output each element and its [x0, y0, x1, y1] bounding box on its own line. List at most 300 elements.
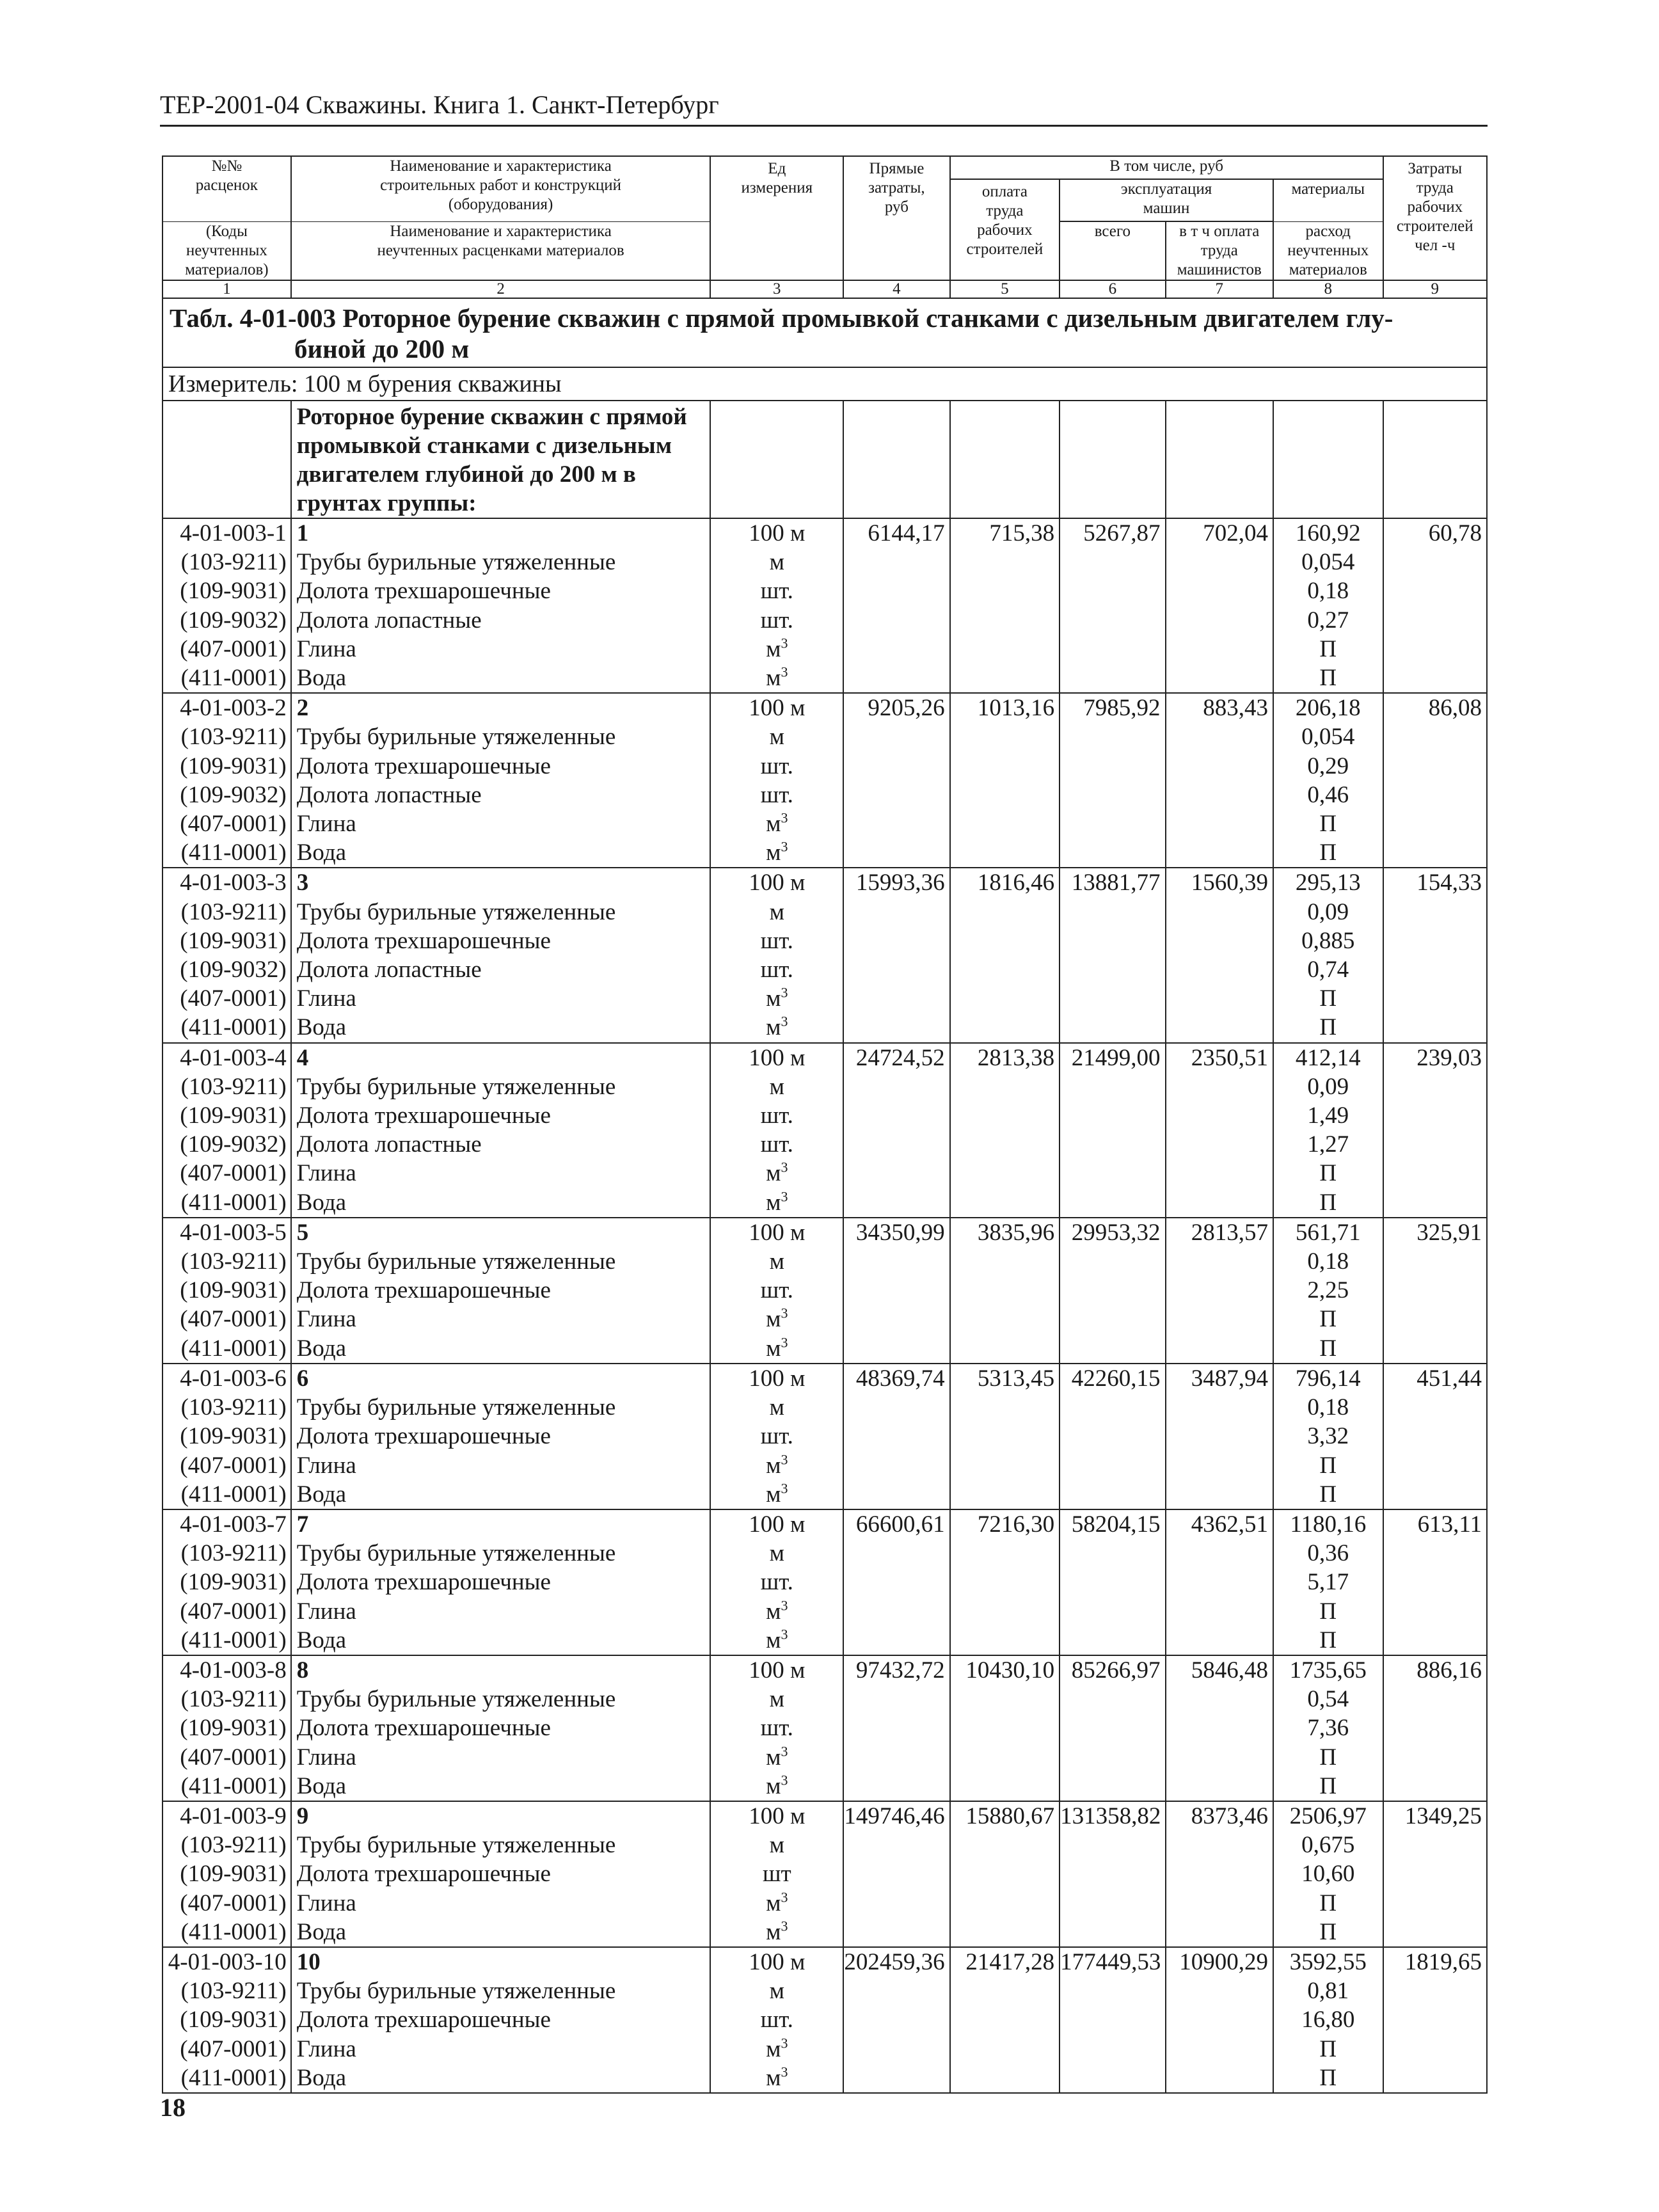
rate-code-line — [163, 1305, 287, 1333]
materials-line — [1274, 1626, 1383, 1655]
direct-cost-line — [844, 838, 944, 867]
materials-text: 0,81 — [1307, 1978, 1349, 2005]
unit-text: м — [766, 1189, 781, 1216]
wages-cell — [950, 868, 1060, 1042]
labor-text: 239,03 — [1417, 1044, 1482, 1071]
unit-text: 100 м — [749, 1511, 806, 1538]
labor-line — [1384, 1072, 1482, 1101]
rate-name-line — [297, 898, 710, 927]
unit-line — [711, 781, 843, 809]
labor-line — [1384, 1480, 1482, 1509]
labor-text: 86,08 — [1428, 695, 1482, 722]
rate-code-text: (109-9031) — [180, 1861, 287, 1888]
machinist-wages-line — [1166, 1276, 1268, 1305]
materials-text: П — [1319, 1627, 1337, 1653]
machines-cell — [1060, 693, 1165, 868]
rate-name-line — [297, 1539, 710, 1568]
wages-line — [951, 781, 1054, 809]
rate-name-text: Долота трехшарошечные — [296, 1102, 551, 1129]
unit-text: м — [766, 1452, 781, 1479]
wages-line — [951, 1539, 1054, 1568]
machines-line — [1060, 1568, 1160, 1596]
rate-name-text: Долота трехшарошечные — [296, 1861, 551, 1888]
rate-code-cell — [163, 1509, 291, 1655]
materials-text: 0,09 — [1307, 898, 1349, 925]
materials-text: П — [1319, 839, 1337, 866]
labor-line — [1384, 1305, 1482, 1333]
rate-code-text: (103-9211) — [180, 1978, 287, 2005]
rate-group-row — [163, 1947, 1487, 2093]
unit-line — [711, 1072, 843, 1101]
rate-name-line — [297, 1159, 710, 1188]
machines-line — [1060, 2005, 1160, 2034]
rate-code-text: (407-0001) — [180, 635, 287, 662]
machines-line — [1060, 1422, 1160, 1451]
machines-line — [1060, 1364, 1160, 1393]
rate-name-text: Долота трехшарошечные — [296, 2007, 551, 2033]
wages-line — [951, 1334, 1054, 1363]
rate-name-line — [297, 1072, 710, 1101]
rate-group-row — [163, 1364, 1487, 1509]
labor-cell — [1383, 1218, 1487, 1364]
unit-exponent: 3 — [781, 809, 788, 826]
unit-line — [711, 1539, 843, 1568]
table-title — [163, 298, 1487, 367]
machines-line — [1060, 1714, 1160, 1742]
rate-code-line — [163, 781, 287, 809]
unit-exponent: 3 — [781, 1918, 788, 1934]
materials-text: 0,885 — [1301, 927, 1355, 954]
unit-exponent: 3 — [781, 635, 788, 651]
unit-text: м — [766, 635, 781, 662]
rate-code-text: (411-0001) — [180, 1772, 287, 1799]
wages-text: 715,38 — [989, 520, 1055, 546]
unit-line — [711, 1305, 843, 1333]
machinist-wages-line — [1166, 1451, 1268, 1480]
materials-text: 1,27 — [1307, 1131, 1349, 1158]
direct-cost-line — [844, 1568, 944, 1596]
unit-cell — [710, 693, 843, 868]
labor-line — [1384, 1130, 1482, 1159]
machines-line — [1060, 752, 1160, 781]
rate-name-line — [297, 664, 710, 692]
machinist-wages-line — [1166, 2035, 1268, 2064]
wages-text: 21417,28 — [965, 1948, 1055, 1975]
unit-line — [711, 1188, 843, 1217]
unit-text: 100 м — [749, 1365, 806, 1392]
labor-line — [1384, 1013, 1482, 1042]
rate-name-line — [297, 2005, 710, 2034]
rate-name-text: Долота трехшарошечные — [296, 752, 551, 779]
machinist-wages-line — [1166, 1510, 1268, 1539]
rate-code-text: (109-9031) — [180, 1102, 287, 1129]
wages-line — [951, 1480, 1054, 1509]
direct-cost-line — [844, 1597, 944, 1626]
unit-line — [711, 1743, 843, 1772]
direct-cost-line — [844, 1510, 944, 1539]
page-title: ТЕР-2001-04 Скважины. Книга 1. Санкт-Петербург — [160, 90, 719, 119]
labor-line — [1384, 1159, 1482, 1188]
labor-line — [1384, 722, 1482, 751]
unit-line — [711, 1218, 843, 1247]
rate-name-line — [297, 1364, 710, 1393]
direct-cost-text: 202459,36 — [844, 1948, 945, 1975]
rate-name-text: Вода — [296, 2064, 347, 2091]
materials-text: 1180,16 — [1290, 1511, 1367, 1538]
materials-cell — [1273, 868, 1383, 1042]
machinist-wages-line — [1166, 606, 1268, 635]
labor-line — [1384, 1393, 1482, 1422]
materials-text: П — [1319, 635, 1337, 662]
rate-name-text: Вода — [296, 665, 347, 692]
labor-line — [1384, 2035, 1482, 2064]
machines-line — [1060, 2035, 1160, 2064]
machinist-wages-line — [1166, 1802, 1268, 1831]
machinist-wages-line — [1166, 1393, 1268, 1422]
direct-cost-text: 48369,74 — [855, 1365, 945, 1392]
materials-line — [1274, 838, 1383, 867]
col-number: 5 — [950, 280, 1060, 298]
materials-line — [1274, 955, 1383, 984]
machinist-wages-cell — [1166, 1655, 1273, 1801]
materials-text: 0,74 — [1307, 957, 1349, 983]
machinist-wages-line — [1166, 868, 1268, 897]
wages-line — [951, 752, 1054, 781]
page-header — [160, 90, 1488, 127]
rate-name-text: Долота лопастные — [296, 781, 482, 808]
materials-text: 1735,65 — [1289, 1657, 1367, 1683]
direct-cost-line — [844, 809, 944, 838]
wages-cell — [950, 1364, 1060, 1509]
rate-name-line — [297, 1772, 710, 1801]
col-number: 3 — [710, 280, 843, 298]
machinist-wages-line — [1166, 1188, 1268, 1217]
unit-line — [711, 2035, 843, 2064]
unit-exponent: 3 — [781, 1451, 788, 1468]
machinist-wages-line — [1166, 2005, 1268, 2034]
materials-line — [1274, 1188, 1383, 1217]
direct-cost-line — [844, 1831, 944, 1859]
wages-line — [951, 868, 1054, 897]
direct-cost-line — [844, 1276, 944, 1305]
machines-line — [1060, 1451, 1160, 1480]
machinist-wages-line — [1166, 1656, 1268, 1685]
machines-cell — [1060, 868, 1165, 1042]
labor-line — [1384, 1831, 1482, 1859]
labor-line — [1384, 1685, 1482, 1714]
rate-name-line — [297, 752, 710, 781]
unit-cell — [710, 868, 843, 1042]
machinist-wages-line — [1166, 1422, 1268, 1451]
machinist-wages-text: 5846,48 — [1191, 1657, 1268, 1683]
rate-name-line — [297, 1802, 710, 1831]
machines-line — [1060, 1626, 1160, 1655]
unit-text: шт. — [760, 1715, 793, 1742]
col-number: 6 — [1060, 280, 1165, 298]
machines-line — [1060, 1743, 1160, 1772]
labor-line — [1384, 1948, 1482, 1977]
unit-exponent: 3 — [781, 1334, 788, 1351]
materials-line — [1274, 694, 1383, 722]
labor-line — [1384, 606, 1482, 635]
machinist-wages-line — [1166, 1889, 1268, 1918]
machines-cell — [1060, 1947, 1165, 2093]
unit-text: м — [766, 2064, 781, 2091]
direct-cost-line — [844, 1305, 944, 1333]
materials-text: П — [1319, 1335, 1337, 1362]
wages-cell — [950, 693, 1060, 868]
machines-line — [1060, 606, 1160, 635]
rate-code-text: (103-9211) — [180, 549, 287, 576]
materials-text: 3592,55 — [1289, 1948, 1367, 1975]
rate-name-text: Долота трехшарошечные — [296, 1423, 551, 1450]
unit-line — [711, 1714, 843, 1742]
unit-cell — [710, 1947, 843, 2093]
materials-line — [1274, 1831, 1383, 1859]
rate-name-text: Вода — [296, 839, 347, 866]
rate-name-line — [297, 1626, 710, 1655]
materials-text: 160,92 — [1295, 520, 1361, 546]
rate-name-cell — [291, 1655, 711, 1801]
rate-code-line — [163, 722, 287, 751]
table-cell — [710, 401, 843, 518]
unit-exponent: 3 — [781, 664, 788, 680]
unit-text: м — [769, 1248, 785, 1275]
rate-name-text: Вода — [296, 1481, 347, 1508]
direct-cost-line — [844, 1393, 944, 1422]
rate-name-text: Глина — [296, 1160, 356, 1187]
direct-cost-line — [844, 1802, 944, 1831]
direct-cost-line — [844, 1218, 944, 1247]
machinist-wages-cell — [1166, 1801, 1273, 1947]
machines-line — [1060, 1831, 1160, 1859]
wages-line — [951, 1276, 1054, 1305]
direct-cost-line — [844, 1685, 944, 1714]
rate-code-cell — [163, 1801, 291, 1947]
machines-line — [1060, 868, 1160, 897]
unit-text: шт. — [760, 1277, 793, 1304]
rate-name-line — [297, 1510, 710, 1539]
direct-cost-text: 97432,72 — [855, 1657, 945, 1683]
machinist-wages-line — [1166, 1218, 1268, 1247]
rate-name-text: Трубы бурильные утяжеленные — [296, 1978, 616, 2005]
materials-line — [1274, 1364, 1383, 1393]
direct-cost-text: 15993,36 — [855, 870, 945, 896]
machines-text: 5267,87 — [1083, 520, 1161, 546]
labor-text: 1349,25 — [1404, 1802, 1482, 1829]
unit-text: 100 м — [749, 1219, 806, 1246]
rate-code-line — [163, 1685, 287, 1714]
direct-cost-line — [844, 1044, 944, 1072]
unit-exponent: 3 — [781, 1188, 788, 1205]
machinist-wages-line — [1166, 519, 1268, 548]
wages-line — [951, 606, 1054, 635]
rate-name-text: Глина — [296, 635, 356, 662]
wages-line — [951, 898, 1054, 927]
rate-code-text: (411-0001) — [180, 1481, 287, 1508]
machines-cell — [1060, 518, 1165, 693]
labor-line — [1384, 1247, 1482, 1276]
machines-text: 58204,15 — [1071, 1511, 1161, 1538]
unit-text: м — [769, 549, 785, 576]
labor-cell — [1383, 868, 1487, 1042]
unit-line — [711, 519, 843, 548]
machinist-wages-line — [1166, 752, 1268, 781]
unit-exponent: 3 — [781, 984, 788, 1001]
labor-line — [1384, 1597, 1482, 1626]
unit-line — [711, 722, 843, 751]
materials-text: 5,17 — [1307, 1569, 1349, 1596]
unit-text: м — [766, 811, 781, 838]
wages-line — [951, 955, 1054, 984]
labor-cell — [1383, 693, 1487, 868]
unit-text: м — [766, 839, 781, 866]
materials-line — [1274, 1130, 1383, 1159]
header-name: Наименование и характеристика строительных работ и конструкций (оборудования) — [291, 156, 711, 221]
col-number: 4 — [843, 280, 949, 298]
unit-text: 100 м — [749, 1948, 806, 1975]
direct-cost-line — [844, 1977, 944, 2005]
rate-code-line — [163, 838, 287, 867]
materials-line — [1274, 577, 1383, 605]
rate-code-line — [163, 1334, 287, 1363]
table-body — [163, 401, 1487, 2093]
materials-line — [1274, 781, 1383, 809]
table-cell — [843, 401, 949, 518]
rate-code-line — [163, 1568, 287, 1596]
unit-cell — [710, 518, 843, 693]
labor-text: 1819,65 — [1404, 1948, 1482, 1975]
machinist-wages-line — [1166, 1626, 1268, 1655]
rate-name-text: 5 — [296, 1219, 309, 1246]
rate-name-line — [297, 1188, 710, 1217]
direct-cost-cell — [843, 518, 949, 693]
direct-cost-line — [844, 606, 944, 635]
direct-cost-line — [844, 1188, 944, 1217]
direct-cost-line — [844, 1948, 944, 1977]
direct-cost-line — [844, 1422, 944, 1451]
rate-name-text: Глина — [296, 2035, 356, 2062]
rate-name-text: Трубы бурильные утяжеленные — [296, 549, 616, 576]
machinist-wages-line — [1166, 1044, 1268, 1072]
direct-cost-cell — [843, 1043, 949, 1218]
wages-line — [951, 519, 1054, 548]
materials-cell — [1273, 1218, 1383, 1364]
rate-name-line — [297, 519, 710, 548]
materials-line — [1274, 1918, 1383, 1946]
wages-text: 15880,67 — [965, 1802, 1055, 1829]
rate-code-text: (103-9211) — [180, 1248, 287, 1275]
unit-text: 100 м — [749, 870, 806, 896]
machines-line — [1060, 1656, 1160, 1685]
materials-text: 412,14 — [1295, 1044, 1361, 1071]
rate-code-line — [163, 1539, 287, 1568]
labor-line — [1384, 1364, 1482, 1393]
rate-code-line — [163, 1656, 287, 1685]
unit-text: м — [766, 1744, 781, 1770]
rate-name-cell — [291, 1801, 711, 1947]
labor-line — [1384, 694, 1482, 722]
rate-code-text: 4-01-003-2 — [180, 695, 287, 722]
labor-line — [1384, 1188, 1482, 1217]
unit-line — [711, 1889, 843, 1918]
rate-name-text: Глина — [296, 1598, 356, 1625]
machines-line — [1060, 1101, 1160, 1130]
header-name-materials: Наименование и характеристика неучтенных расценками материалов — [291, 221, 711, 280]
table-cell — [950, 401, 1060, 518]
labor-line — [1384, 1802, 1482, 1831]
rate-code-line — [163, 1802, 287, 1831]
wages-cell — [950, 1801, 1060, 1947]
rate-code-text: (109-9031) — [180, 2007, 287, 2033]
rate-name-cell — [291, 1947, 711, 2093]
rate-code-text: (407-0001) — [180, 811, 287, 838]
rate-code-line — [163, 694, 287, 722]
rate-name-line — [297, 1889, 710, 1918]
materials-line — [1274, 1772, 1383, 1801]
unit-text: м — [769, 1686, 785, 1713]
machinist-wages-cell — [1166, 1509, 1273, 1655]
materials-line — [1274, 1422, 1383, 1451]
unit-line — [711, 2005, 843, 2034]
wages-line — [951, 1393, 1054, 1422]
direct-cost-line — [844, 519, 944, 548]
rate-name-text: Трубы бурильные утяжеленные — [296, 724, 616, 751]
rate-code-text: (407-0001) — [180, 1452, 287, 1479]
materials-line — [1274, 1451, 1383, 1480]
rate-name-cell — [291, 1043, 711, 1218]
rate-code-line — [163, 1188, 287, 1217]
unit-text: шт. — [760, 781, 793, 808]
rate-name-text: Трубы бурильные утяжеленные — [296, 1073, 616, 1100]
materials-text: П — [1319, 1481, 1337, 1508]
machinist-wages-line — [1166, 984, 1268, 1013]
unit-line — [711, 1597, 843, 1626]
unit-exponent: 3 — [781, 1626, 788, 1643]
materials-line — [1274, 1480, 1383, 1509]
header-materials-use: расход неучтенных материалов — [1273, 221, 1383, 280]
direct-cost-line — [844, 955, 944, 984]
direct-cost-line — [844, 927, 944, 955]
wages-line — [951, 635, 1054, 664]
rate-name-text: Трубы бурильные утяжеленные — [296, 1540, 616, 1567]
labor-line — [1384, 1977, 1482, 2005]
rate-name-text: Трубы бурильные утяжеленные — [296, 1832, 616, 1859]
direct-cost-cell — [843, 1364, 949, 1509]
wages-line — [951, 1743, 1054, 1772]
labor-line — [1384, 577, 1482, 605]
rate-code-line — [163, 752, 287, 781]
materials-text: П — [1319, 1744, 1337, 1770]
unit-line — [711, 955, 843, 984]
materials-line — [1274, 1305, 1383, 1333]
rate-name-line — [297, 1451, 710, 1480]
rate-code-line — [163, 1044, 287, 1072]
materials-text: 0,09 — [1307, 1073, 1349, 1100]
unit-text: шт. — [760, 1569, 793, 1596]
materials-line — [1274, 1044, 1383, 1072]
unit-text: м — [769, 724, 785, 751]
unit-text: шт. — [760, 1102, 793, 1129]
rate-name-text: 4 — [296, 1044, 309, 1071]
rate-name-text: Трубы бурильные утяжеленные — [296, 1394, 616, 1421]
unit-line — [711, 1159, 843, 1188]
machinist-wages-line — [1166, 1130, 1268, 1159]
machinist-wages-text: 2350,51 — [1191, 1044, 1268, 1071]
unit-text: м — [769, 898, 785, 925]
wages-line — [951, 1072, 1054, 1101]
labor-line — [1384, 1889, 1482, 1918]
